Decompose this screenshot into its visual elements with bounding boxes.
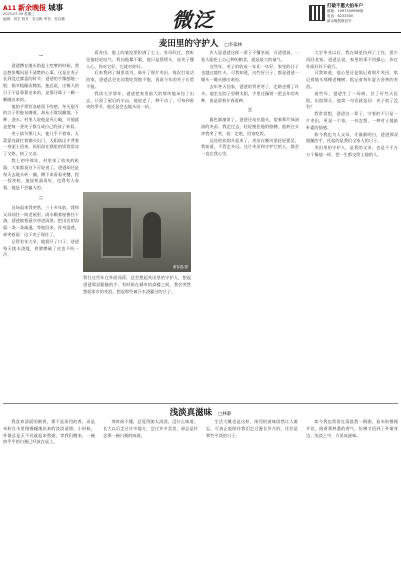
- paragraph: 这场雨来得突然，三十多年前，我和父母同住一间老屋里。雨水顺着屋檐往下淌，爸爸披着蓑衣冲进雨里，把田边的沟渠一条一条疏通。等他回来，浑身湿透，却笑着说：这下麦子保住了。: [3, 204, 79, 237]
- paragraph: 可我知道，他心里还是惦记着那片麦田，惦记着地头那棵老槐树，惦记着每年夏天金黄的麦浪。: [306, 70, 398, 89]
- article1-title-row: [0, 37, 401, 49]
- column-brand: 微泛: [172, 8, 214, 32]
- article2-col1: [3, 419, 95, 446]
- paragraph: 乡人说爸爸这样一辈子不懂享福，可爸爸说，一家人能吃上自己种的粮食，就是最大的福气。: [201, 50, 299, 62]
- hotline-3: 新余晚报微信号: [327, 19, 352, 23]
- paragraph: 去年冬天回家，爸爸的背更弯了，走路也慢了许多。他坐在院子里晒太阳，手里还攥着一把去年的麦种，说是留着开春再种。: [201, 83, 299, 103]
- article2-col3: [206, 419, 298, 439]
- photo-doorway: [101, 206, 133, 258]
- header-slogan: 打破不愿大拍车户: [327, 4, 363, 9]
- photo-caption: 我打这些年在外面闯荡，总会想起麦田里的守护人，想起爸爸那双粗糙的手。有时候在城市的高楼之间，我会突然想起家乡的麦浪，想起那些被汗水浇灌过的日子。: [83, 275, 191, 294]
- header-meta: [3, 12, 65, 22]
- article2-author: □林静: [218, 412, 232, 417]
- article2-body: [3, 419, 398, 579]
- header-contact: [327, 4, 397, 24]
- hotline-1: 邮箱：1097349998@: [327, 9, 364, 13]
- paragraph: 这些年，麦子的收成一年比一年好，家里的日子也越过越红火。可我知道，这些好日子，都是爸爸一锄头一锄头刨出来的。: [201, 63, 299, 83]
- paragraph: 暮色渐渐浓了，爸爸还站在地头，望着那片绿油油的麦苗。我走过去，轻轻挽住他的胳膊，他转过头冲我笑了笑，说：走吧，回家吃饭。: [201, 117, 299, 136]
- article1-title: 麦田里的守护人: [158, 39, 219, 49]
- qr-code-icon: [309, 5, 325, 21]
- paragraph: 大学毕业以后，我在城里找到了工作，很少再回老家。爸爸总说，家里的事不用操心，你在外面好好干就行。: [306, 50, 398, 69]
- section-marker: 一: [38, 53, 44, 58]
- section-name: 城事: [48, 3, 64, 12]
- article2-title: 浅淡真滋味: [169, 408, 213, 418]
- paragraph: 我读大学那年，爸爸把家里最大的那块地承包了出去，只留了屋后的半亩，他说老了，种不动了，可每到收麦的季节，他还是会去地头站一站。: [86, 90, 194, 110]
- article-divider: [3, 403, 398, 404]
- paragraph: 后来我到了城里读书，离开了那片麦田。每次打电话回家，爸爸总会先问我吃得饱不饱，再说今年的麦子长势不错。: [86, 70, 194, 89]
- section-marker: 二: [38, 194, 44, 200]
- page-header: [0, 0, 401, 33]
- date-line: 2025.07.09 星期三: [3, 12, 35, 16]
- paragraph: 如今我也为人父母，才渐渐明白，爸爸那双粗糙的手，托起的是我们全家人的日子。: [306, 131, 398, 144]
- paragraph: 麦子拔节那几天，他几乎不着家，天蒙蒙亮就扛着锄头出门，太阳落山才背着一身泥土回来。妈妈留在锅里的饭常常凉了又热，热了又凉。: [3, 130, 79, 157]
- editor-line: 编辑：刘宏 校对：吴宝帆 审签：杜启鹏: [3, 17, 65, 21]
- paper-name: 新余晚报: [18, 4, 47, 12]
- paragraph: 看麦田，脸上的皱纹里积满了尘土，有风吹过，我听见他轻轻叹气。我问他累不累，他只是摇摇头，说麦子懂人心，你对它好，它就对你好。: [86, 50, 194, 69]
- article1-col4: [306, 50, 398, 159]
- paragraph: 那时候不懂，总觉得粥太清淡，没什么味道。长大以后走过许多地方，尝过许多美食，却总是怀念那一碗白粥的味道。: [103, 419, 198, 438]
- article1-author: □李家林: [224, 43, 243, 48]
- photo-credit: 谢春霞/摄: [172, 265, 188, 269]
- article2-col4: [306, 419, 398, 439]
- article1-body: [3, 50, 398, 402]
- paragraph: 记得有年大旱，地裂开了口子，爸爸每天挑水浇地，肩膀磨破了皮也不吭一声。: [3, 238, 79, 258]
- paragraph: 麦田里的守护人，是我的父亲，也是千千万万个像他一样，把一生都交给土地的人。: [306, 145, 398, 157]
- section-marker: 三: [247, 107, 253, 113]
- article2-col2: [103, 419, 198, 439]
- paragraph: 我喜欢清晨的粥香，那不是浓烈的香，而是米粒在水里慢慢翻滚出来的淡淡清甜。小时候，外婆总是天不亮就起来熬粥，等我们醒来，一碗热乎乎的白粥已经放在桌上。: [3, 419, 95, 445]
- hotline-2: 电话：6233300: [327, 14, 354, 18]
- paragraph: 前些年，爸爸生了一场病，住了好些天医院。出院那天，他第一句话就是问：麦子收了没有？: [306, 90, 398, 110]
- article1-col1: [3, 50, 79, 259]
- paragraph: 远处的炊烟升起来了，麦田在晚风里轻轻摇晃。我知道，不管走多远，这片麦田和守护它的人，都会一直在我心里。: [201, 137, 299, 157]
- paragraph: 我上初中那年，村里来了收麦的机器，大家都说这下可轻省了。爸爸却还是每天去地头转一圈，蹲下来看看麦穗，捏一捏麦粒。他说机器再好，也得有人看着，地是不会骗人的。: [3, 157, 79, 191]
- paragraph: 如今我也常常在清晨熬一锅粥，看米粒慢慢开花，闻着那熟悉的香气，仿佛又回到了外婆身边。浅淡之中，方见真滋味。: [306, 419, 398, 438]
- paragraph: 我常常想，爸爸这一辈子，守着的不只是一片麦田，更是一个家，一份念想，一种对土地最朴素的情感。: [306, 111, 398, 130]
- photo-figure: [143, 212, 161, 258]
- article1-photo: [83, 192, 191, 272]
- paragraph: 他的手掌有冻疮留下的疤，冬天裂开的口子用胶布缠着，却从不耽误翻地、下种、浇水。村里人说他是死心眼，可他就是把每一垄麦子都当成自己的孩子来看。: [3, 103, 79, 129]
- article2-title-row: [0, 406, 401, 418]
- paragraph: 生活大概也是这样，浓烈的滋味固然让人难忘，可真正能陪伴我们走过漫长岁月的，往往是那些平淡的日子。: [206, 419, 298, 438]
- article1-col3: [201, 50, 299, 158]
- page-number: A11 新余晚报 城事: [3, 3, 64, 12]
- paragraph: 爸爸蹲在地头掐起土疙瘩的时候，我总想张嘴问说不清楚的心事。这是在麦子长到没过膝盖的时节，爸爸的手像刨地一般，指节粗糙而黝黑。他总说，庄稼人的日子不是靠算出来的，是靠汗珠子一颗一颗砸出来的。: [3, 62, 79, 102]
